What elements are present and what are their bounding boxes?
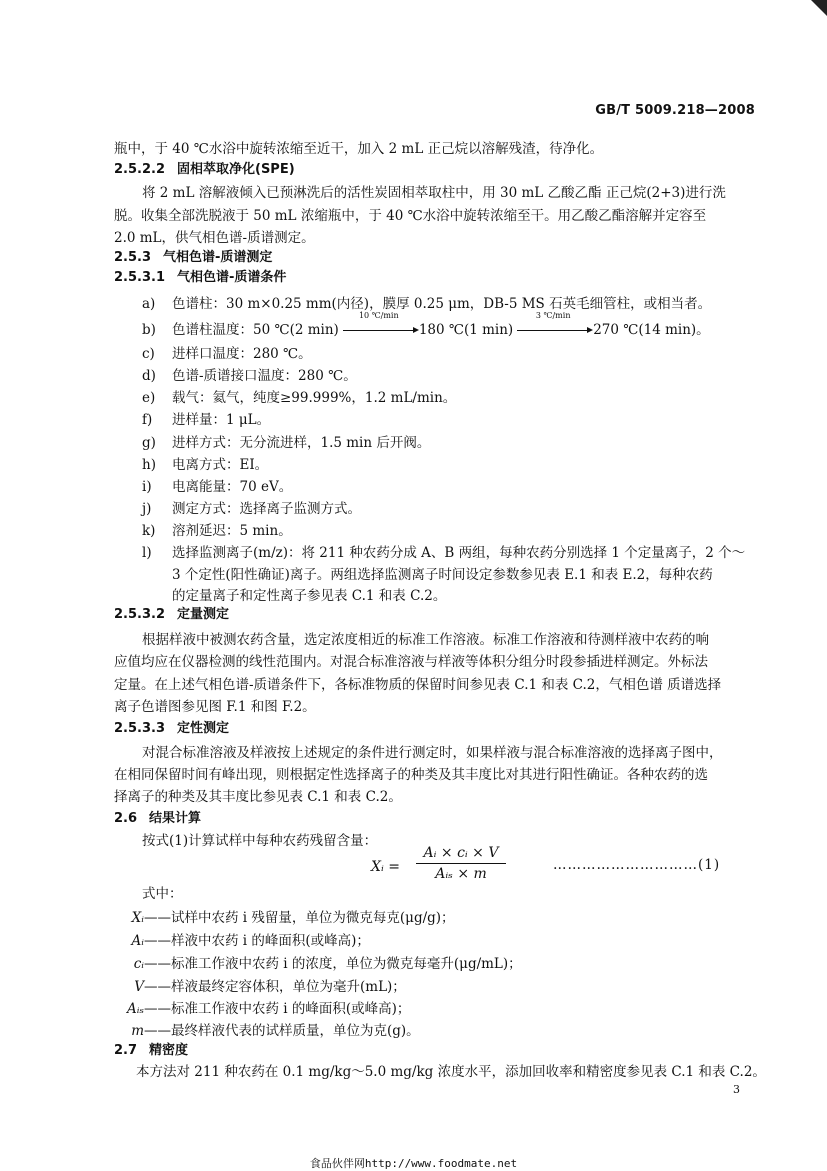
paragraph-line: 将 2 mL 溶解液倾入已预淋洗后的活性炭固相萃取柱中，用 30 mL 乙酸乙酯 正己烷(2+3)进行洗 — [142, 185, 726, 201]
section-number: 2.5.3 — [114, 250, 152, 265]
footer-watermark: 食品伙伴网http://www.foodmate.net — [309, 1157, 518, 1170]
list-text: 测定方式：选择离子监测方式。 — [172, 501, 361, 517]
list-item-f — [142, 408, 270, 428]
list-marker: i) — [142, 479, 152, 495]
variable-symbol: V — [134, 979, 144, 995]
variable-symbol: Aᵢₛ — [126, 1001, 144, 1017]
variable-symbol: m — [131, 1023, 144, 1039]
section-heading-2-5-3-1 — [114, 268, 286, 288]
paragraph-line: 在相同保留时间有峰出现，则根据定性选择离子的种类及其丰度比对其进行阳性确证。各种农药的选 — [114, 767, 708, 783]
list-marker: d) — [142, 368, 156, 384]
section-title: 结果计算 — [149, 811, 202, 826]
ramp-arrow-2 — [514, 311, 592, 338]
variable-definition — [118, 906, 455, 926]
variable-description: ——标准工作液中农药 i 的浓度，单位为微克每毫升(μg/mL)； — [144, 956, 522, 972]
list-marker: l) — [142, 545, 152, 561]
list-text: 溶剂延迟：5 min。 — [172, 523, 292, 539]
list-marker: c) — [142, 346, 155, 362]
list-item-a — [142, 292, 711, 312]
paragraph-line: 按式(1)计算试样中每种农药残留含量： — [142, 833, 378, 849]
list-marker: e) — [142, 390, 156, 406]
paragraph-line: 对混合标准溶液及样液按上述规定的条件进行测定时，如果样液与混合标准溶液的选择离子图中， — [142, 745, 723, 761]
list-item-l-cont: 3 个定性(阳性确证)离子。两组选择监测离子时间设定参数参见表 E.1 和表 E.2，每种农药 — [172, 567, 713, 583]
variable-symbol: cᵢ — [133, 956, 144, 972]
list-text: 载气：氦气，纯度≥99.999%，1.2 mL/min。 — [172, 390, 457, 406]
ramp-arrow-1 — [340, 311, 418, 338]
oven-end: 270 ℃(14 min)。 — [593, 322, 710, 338]
oven-start: 色谱柱温度：50 ℃(2 min) — [172, 322, 339, 338]
where-label: 式中： — [142, 886, 183, 902]
page-number: 3 — [733, 1083, 740, 1096]
paragraph-line: 择离子的种类及其丰度比参见表 C.1 和表 C.2。 — [114, 789, 402, 805]
list-text: 电离能量：70 eV。 — [172, 479, 293, 495]
list-text: 进样量：1 μL。 — [172, 412, 271, 428]
section-title: 固相萃取净化(SPE) — [177, 162, 295, 177]
list-marker: a) — [142, 296, 156, 312]
section-number: 2.5.2.2 — [114, 162, 165, 177]
section-number: 2.5.3.2 — [114, 607, 165, 622]
section-title: 定性测定 — [177, 721, 230, 736]
list-item-i — [142, 475, 292, 495]
list-item-j — [142, 497, 361, 517]
list-item-k — [142, 519, 292, 539]
list-marker: j) — [142, 501, 152, 517]
ramp-rate-label: 3 ℃/min — [535, 311, 571, 320]
variable-definition — [118, 952, 522, 972]
oven-mid: 180 ℃(1 min) — [418, 322, 514, 338]
equation-lhs: Xᵢ = — [371, 859, 400, 875]
list-item-c — [142, 342, 312, 362]
list-marker: g) — [142, 435, 156, 451]
list-item-e — [142, 386, 456, 406]
section-number: 2.7 — [114, 1043, 138, 1058]
list-text: 选择监测离子(m/z)：将 211 种农药分成 A、B 两组，每种农药分别选择 1 个定量离子，2 个～ — [172, 545, 746, 561]
equation-fraction — [416, 845, 506, 882]
list-item-l — [142, 541, 745, 561]
paragraph-line: 根据样液中被测农药含量，选定浓度相近的标准工作溶液。标准工作溶液和待测样液中农药的响 — [142, 632, 709, 648]
variable-symbol: Aᵢ — [131, 933, 144, 949]
paragraph-line: 应值均应在仪器检测的线性范围内。对混合标准溶液与样液等体积分组分时段参插进样测定。外标法 — [114, 654, 708, 670]
variable-description: ——最终样液代表的试样质量，单位为克(g)。 — [144, 1023, 420, 1039]
variable-definition — [118, 1019, 420, 1039]
list-marker: k) — [142, 523, 156, 539]
section-title: 定量测定 — [177, 607, 230, 622]
list-item-g — [142, 431, 430, 451]
list-marker: b) — [142, 322, 156, 338]
variable-definition — [118, 929, 370, 949]
variable-description: ——标准工作液中农药 i 的峰面积(或峰高)； — [144, 1001, 411, 1017]
list-text: 色谱-质谱接口温度：280 ℃。 — [172, 368, 357, 384]
variable-definition — [118, 975, 406, 995]
section-heading-2-5-3-3 — [114, 719, 229, 739]
list-text: 色谱柱：30 m×0.25 mm(内径)，膜厚 0.25 μm，DB-5 MS 石英毛细管柱，或相当者。 — [172, 296, 712, 312]
paragraph-line: 离子色谱图参见图 F.1 和图 F.2。 — [114, 699, 316, 715]
list-item-l-cont: 的定量离子和定性离子参见表 C.1 和表 C.2。 — [172, 588, 447, 604]
paragraph-line: 脱。收集全部洗脱液于 50 mL 浓缩瓶中，于 40 ℃水浴中旋转浓缩至干。用乙酸乙酯溶解并定容至 — [114, 208, 707, 224]
paragraph-line: 本方法对 211 种农药在 0.1 mg/kg～5.0 mg/kg 浓度水平，添加回收率和精密度参见表 C.1 和表 C.2。 — [136, 1064, 766, 1080]
equation-denominator: Aᵢₛ × m — [435, 866, 487, 882]
variable-description: ——试样中农药 i 残留量，单位为微克每克(μg/g)； — [144, 910, 455, 926]
section-heading-2-7 — [114, 1041, 188, 1061]
list-marker: h) — [142, 457, 156, 473]
section-heading-2-5-3-2 — [114, 605, 229, 625]
section-number: 2.6 — [114, 811, 138, 826]
paragraph-line: 瓶中，于 40 ℃水浴中旋转浓缩至近干，加入 2 mL 正己烷以溶解残渣，待净化。 — [114, 141, 604, 157]
variable-description: ——样液最终定容体积，单位为毫升(mL)； — [144, 979, 406, 995]
section-number: 2.5.3.3 — [114, 721, 165, 736]
ramp-rate-label: 10 ℃/min — [358, 311, 399, 320]
section-heading-2-5-3 — [114, 248, 272, 268]
paragraph-line: 定量。在上述气相色谱-质谱条件下，各标准物质的保留时间参见表 C.1 和表 C.2，气相色谱 质谱选择 — [114, 677, 722, 693]
list-item-d — [142, 364, 357, 384]
scan-corner-mark — [811, 0, 827, 16]
list-item-h — [142, 453, 268, 473]
paragraph-line: 2.0 mL，供气相色谱-质谱测定。 — [114, 230, 315, 246]
section-title: 精密度 — [149, 1043, 189, 1058]
standard-number: GB/T 5009.218—2008 — [595, 103, 755, 118]
list-text: 进样方式：无分流进样，1.5 min 后开阀。 — [172, 435, 431, 451]
section-heading-2-5-2-2 — [114, 160, 295, 180]
list-marker: f) — [142, 412, 153, 428]
section-title: 气相色谱-质谱条件 — [177, 270, 287, 285]
variable-description: ——样液中农药 i 的峰面积(或峰高)； — [144, 933, 370, 949]
equation-numerator: Aᵢ × cᵢ × V — [416, 845, 506, 864]
variable-symbol: Xᵢ — [131, 910, 144, 926]
equation-number: …………………………(1) — [553, 857, 721, 873]
list-text: 进样口温度：280 ℃。 — [172, 346, 312, 362]
section-number: 2.5.3.1 — [114, 270, 165, 285]
variable-definition — [118, 997, 410, 1017]
section-heading-2-6 — [114, 809, 201, 829]
section-title: 气相色谱-质谱测定 — [163, 250, 273, 265]
list-text: 电离方式：EI。 — [172, 457, 269, 473]
list-item-b — [142, 311, 710, 338]
